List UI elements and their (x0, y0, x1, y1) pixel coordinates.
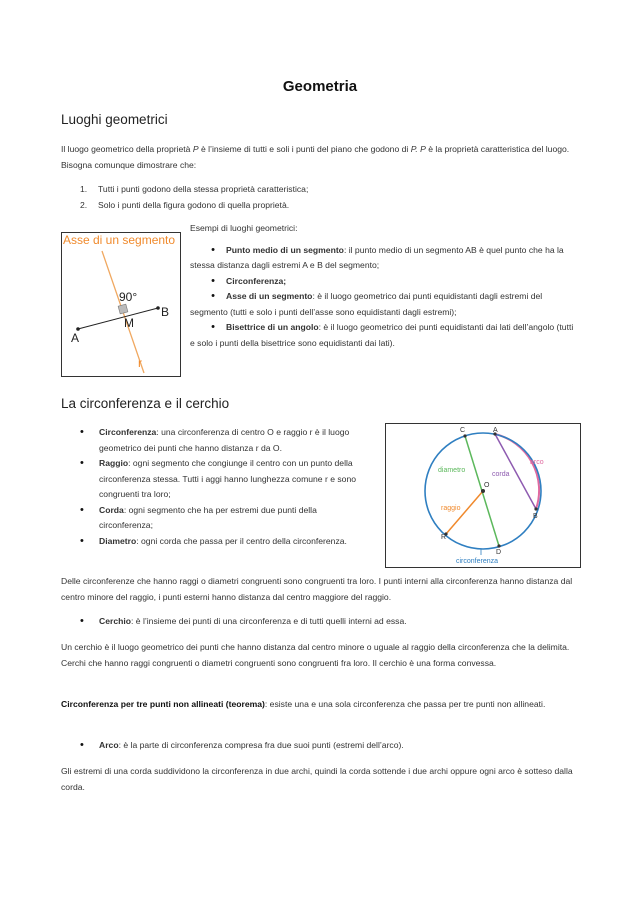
label-diametro: diametro (438, 467, 466, 474)
page-title: Geometria (282, 78, 358, 95)
intro-p3: P (420, 144, 426, 154)
steps-list (80, 182, 308, 213)
list-item (80, 456, 372, 503)
intro-text-b: è l’insieme di tutti e soli i punti del piano che godono di (198, 144, 411, 154)
examples-block (190, 221, 580, 351)
theorem-text: : esiste una e una sola circonferenza che passa per tre punti non allineati. (264, 699, 546, 709)
label-corda: corda (492, 471, 510, 478)
label-a: A (71, 331, 80, 345)
example-text: : è il luogo geometrico dei punti equidistanti dai lati dell’angolo (tutti e solo i punti della bisettrice sono equidistanti dai lati). (190, 322, 574, 348)
def-term: Arco (99, 740, 119, 750)
radius-line (446, 491, 483, 534)
examples-intro: Esempi di luoghi geometrici: (190, 223, 298, 233)
label-angle: 90° (119, 290, 138, 304)
paragraph-teorema (61, 697, 581, 713)
list-item (190, 289, 580, 320)
label-o: O (484, 482, 490, 489)
section-heading-luoghi: Luoghi geometrici (61, 112, 168, 127)
paragraph-cerchio: Un cerchio è il luogo geometrico dei punti che hanno distanza dal centro minore o uguale al raggio della circonferenza che la delimita. Cerchi che hanno raggi congruenti o diametri congruenti sono congruenti fra loro. Il cerchio è una forma convessa. (61, 642, 570, 668)
def-term: Circonferenza (99, 427, 157, 437)
paragraph-archi: Gli estremi di una corda suddividono la circonferenza in due archi, quindi la corda sottende i due archi oppure ogni arco è sotteso dalla corda. (61, 766, 573, 792)
label-a: A (493, 427, 498, 434)
label-b: B (533, 513, 538, 520)
bullet-icon: • (211, 290, 215, 302)
asse-diagram (62, 233, 180, 376)
label-m: M (124, 316, 134, 330)
center-point (481, 489, 485, 493)
def-text: : ogni segmento che congiunge il centro con un punto della circonferenza stessa. Tutti i aggi hanno lunghezza comune r e sono congruenti tra loro; (99, 458, 357, 499)
label-c: C (460, 427, 466, 434)
list-item (80, 182, 308, 198)
def-text: : è l’insieme dei punti di una circonferenza e di tutti quelli interni ad essa. (131, 616, 407, 626)
def-term: Diametro (99, 535, 137, 546)
example-term: Bisettrice di un angolo (226, 322, 319, 332)
figure-circonferenza (385, 423, 581, 568)
theorem-term: Circonferenza per tre punti non allineati (teorema) (61, 699, 265, 709)
step-text: Tutti i punti godono della stessa proprietà caratteristica; (98, 184, 309, 194)
list-item (80, 614, 580, 630)
section-heading-circonferenza: La circonferenza e il cerchio (61, 396, 230, 411)
circle-diagram (386, 424, 580, 567)
figure-asse-segmento (61, 232, 181, 377)
intro-text-a: Il luogo geometrico della proprietà (61, 144, 193, 154)
bullet-icon: • (211, 321, 215, 333)
point-b (534, 507, 537, 510)
intro-paragraph (61, 142, 581, 173)
def-text: : ogni corda che passa per il centro della circonferenza. (136, 535, 347, 546)
intro-text-d: è la proprietà caratteristica del luogo. Bisogna comunque dimostrare che: (61, 144, 570, 170)
list-item (80, 425, 372, 456)
label-raggio: raggio (441, 505, 461, 512)
segment-ab (78, 308, 158, 329)
point-c (463, 434, 466, 437)
def-text: : è la parte di circonferenza compresa fra due suoi punti (estremi dell’arco). (118, 740, 404, 750)
intro-p1: P (192, 144, 199, 154)
list-item (190, 274, 580, 290)
label-r: r (138, 356, 142, 370)
def-text: : ogni segmento che ha per estremi due punti della circonferenza; (99, 504, 317, 530)
step-number: 1. (80, 184, 88, 194)
list-item (80, 503, 372, 534)
right-angle-mark (118, 304, 128, 314)
example-term: Punto medio di un segmento (226, 244, 344, 255)
label-circonferenza: circonferenza (456, 558, 499, 565)
def-term: Corda (99, 504, 124, 515)
list-item (80, 198, 308, 214)
bullet-icon: • (211, 274, 215, 287)
def-term: Raggio (99, 458, 129, 468)
def-text: : una circonferenza di centro O e raggio r è il luogo geometrico dei punti che hanno distanza r da O. (99, 427, 350, 453)
paragraph-congruenza: Delle circonferenze che hanno raggi o diametri congruenti sono congruenti tra loro. I punti interni alla circonferenza hanno distanza dal centro minore del raggio, i punti esterni hanno distanza dal centro maggiore del raggio. (61, 576, 573, 602)
cerchio-list (80, 614, 580, 630)
label-d: D (496, 549, 502, 556)
example-term: Asse di un segmento (226, 291, 313, 301)
step-number: 2. (80, 199, 88, 210)
label-r: R (441, 534, 447, 541)
step-text: Solo i punti della figura godono di quella proprietà. (98, 199, 290, 210)
list-item (80, 738, 580, 754)
intro-p2: P. (410, 144, 418, 154)
definitions-list (80, 425, 372, 549)
list-item (190, 320, 580, 351)
list-item (190, 243, 580, 274)
def-term: Cerchio (99, 616, 131, 626)
label-b: B (161, 305, 170, 319)
label-arco: arco (530, 459, 544, 466)
figure-title: Asse di un segmento (63, 233, 176, 247)
list-item (80, 534, 372, 550)
point-d (497, 544, 500, 547)
point-b (156, 306, 160, 310)
example-term: Circonferenza; (226, 275, 287, 286)
bullet-icon: • (211, 243, 215, 256)
arco-list (80, 738, 580, 754)
example-text: : è il luogo geometrico dai punti equidistanti dagli estremi del segmento (tutti e solo i punti dell’asse sono equidistanti dagli estremi); (190, 291, 543, 317)
example-text: : il punto medio di un segmento AB è quel punto che ha la stessa distanza dagli estremi A e B del segmento; (190, 244, 564, 270)
